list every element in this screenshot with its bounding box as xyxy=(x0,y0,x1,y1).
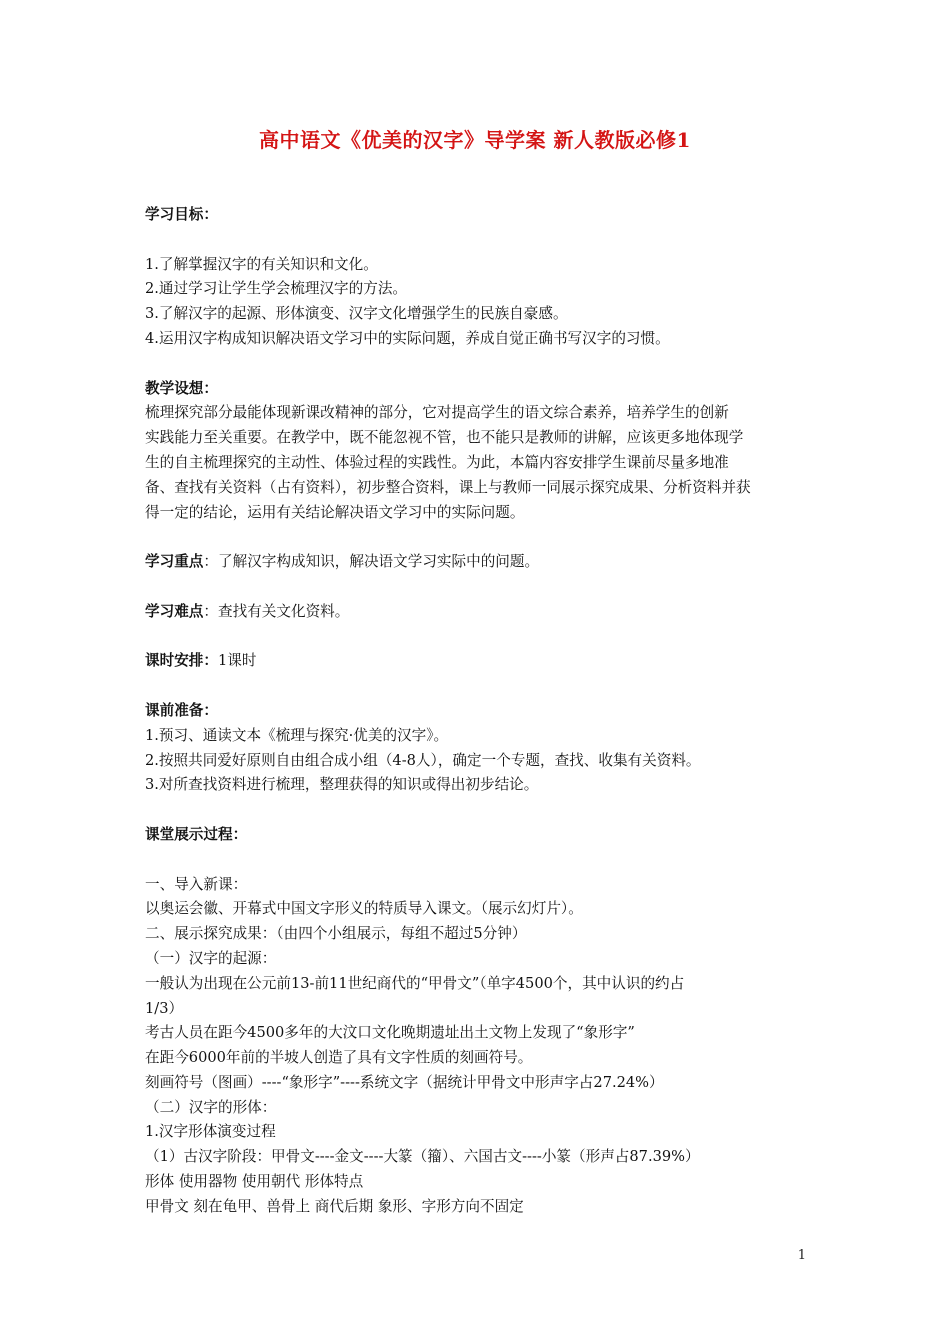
process-line: 以奥运会徽、开幕式中国文字形义的特质导入课文。（展示幻灯片）。 xyxy=(145,900,583,918)
process-line: 形体 使用器物 使用朝代 形体特点 xyxy=(145,1173,364,1191)
key-point-text: 了解汉字构成知识，解决语文学习实际中的问题。 xyxy=(218,553,540,571)
process-line: 甲骨文 刻在龟甲、兽骨上 商代后期 象形、字形方向不固定 xyxy=(145,1197,524,1215)
difficulty-text: 查找有关文化资料。 xyxy=(218,602,350,620)
document-body xyxy=(145,203,810,1220)
process-line: 刻画符号（图画）----“象形字”----系统文字（据统计甲骨文中形声字占27.24%） xyxy=(145,1073,664,1091)
process-line: 考古人员在距今4500多年的大汶口文化晚期遗址出土文物上发现了“象形字” xyxy=(145,1024,635,1042)
process-line: 1.汉字形体演变过程 xyxy=(145,1123,276,1141)
preparation-item: 1.预习、通读文本《梳理与探究·优美的汉字》。 xyxy=(145,726,449,744)
process-line: 1/3） xyxy=(145,999,184,1017)
key-point-label: 学习重点 xyxy=(145,553,204,571)
process-line: 在距今6000年前的半坡人创造了具有文字性质的刻画符号。 xyxy=(145,1049,533,1067)
difficulty-label: 学习难点 xyxy=(145,602,204,620)
page-number: 1 xyxy=(797,1248,806,1263)
process-line: 一、导入新课： xyxy=(145,875,248,893)
schedule-label: 课时安排： xyxy=(145,652,218,670)
key-point-sep: ： xyxy=(203,553,218,571)
process-line: （1）古汉字阶段：甲骨文----金文----大篆（籀）、六国古文----小篆（形声占87.39%） xyxy=(145,1148,700,1166)
preparation-item: 3.对所查找资料进行梳理，整理获得的知识或得出初步结论。 xyxy=(145,776,539,794)
design-line: 梳理探究部分最能体现新课改精神的部分，它对提高学生的语文综合素养，培养学生的创新 xyxy=(145,404,729,422)
objective-item: 1.了解掌握汉字的有关知识和文化。 xyxy=(145,255,378,273)
design-line: 备、查找有关资料（占有资料），初步整合资料，课上与教师一同展示探究成果、分析资料并获 xyxy=(145,478,751,496)
key-point xyxy=(145,550,810,575)
objectives-heading: 学习目标： xyxy=(145,206,218,223)
design-line: 实践能力至关重要。在教学中，既不能忽视不管，也不能只是教师的讲解，应该更多地体现学 xyxy=(145,429,744,447)
document-title: 高中语文《优美的汉字》导学案 新人教版必修1 xyxy=(259,128,691,152)
difficulty-sep: ： xyxy=(203,602,218,620)
process-heading: 课堂展示过程： xyxy=(145,825,248,843)
process-line: 一般认为出现在公元前13-前11世纪商代的“甲骨文”（单字4500个，其中认识的约占 xyxy=(145,974,685,992)
preparation-heading: 课前准备： xyxy=(145,701,218,719)
process-line: （一）汉字的起源： xyxy=(145,949,277,967)
objective-item: 4.运用汉字构成知识解决语文学习中的实际问题，养成自觉正确书写汉字的习惯。 xyxy=(145,329,670,347)
preparation-item: 2.按照共同爱好原则自由组合成小组（4-8人），确定一个专题，查找、收集有关资料。 xyxy=(145,751,701,769)
schedule-text: 1课时 xyxy=(217,652,257,670)
process-line: 二、展示探究成果：（由四个小组展示，每组不超过5分钟） xyxy=(145,925,527,943)
difficulty xyxy=(145,600,810,625)
process-line: （二）汉字的形体： xyxy=(145,1098,277,1116)
objective-item: 2.通过学习让学生学会梳理汉字的方法。 xyxy=(145,280,408,298)
design-line: 得一定的结论，运用有关结论解决语文学习中的实际问题。 xyxy=(145,503,525,521)
schedule xyxy=(145,649,810,674)
objective-item: 3.了解汉字的起源、形体演变、汉字文化增强学生的民族自豪感。 xyxy=(145,305,568,323)
design-heading: 教学设想： xyxy=(145,379,218,397)
design-line: 生的自主梳理探究的主动性、体验过程的实践性。为此，本篇内容安排学生课前尽量多地准 xyxy=(145,453,729,471)
